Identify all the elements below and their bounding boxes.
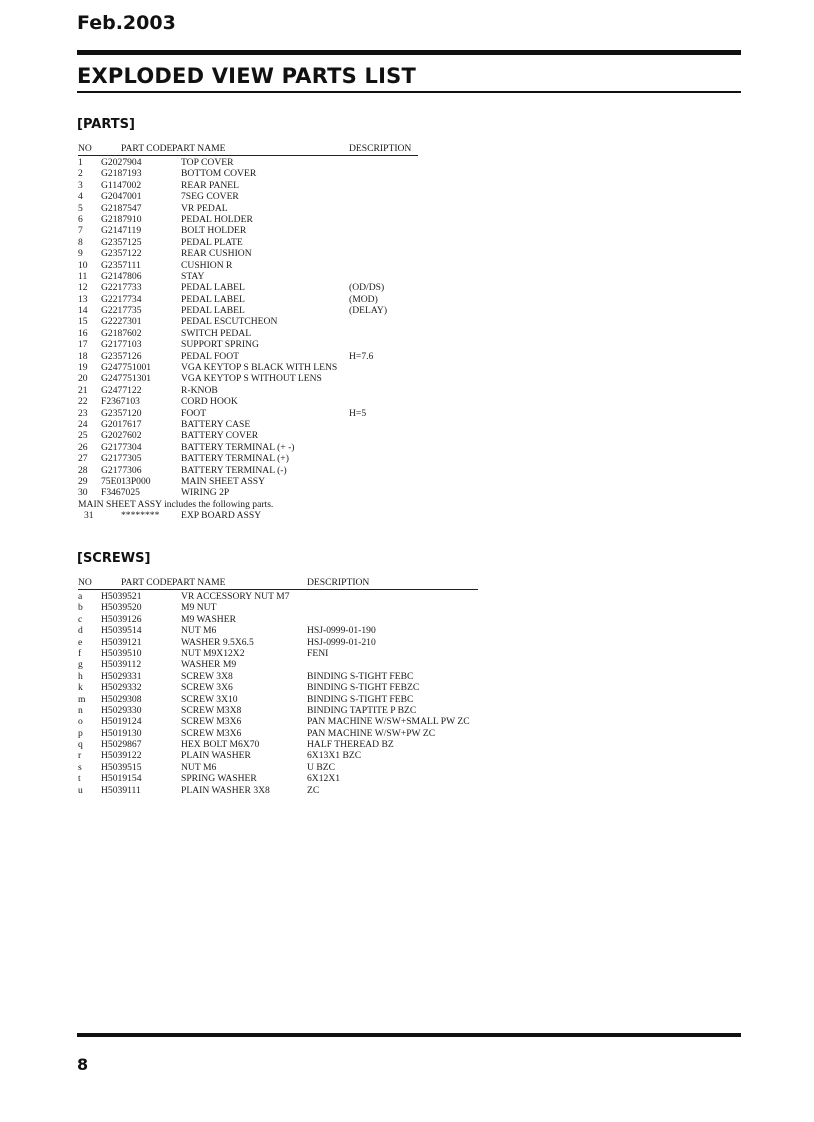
table-row <box>78 180 418 191</box>
table-row <box>78 248 418 259</box>
row-part-name: PEDAL ESCUTCHEON <box>181 316 278 328</box>
row-part-code: H5039520 <box>101 602 142 614</box>
row-no: 2 <box>78 168 83 180</box>
row-description: (DELAY) <box>349 305 388 317</box>
row-no: u <box>78 784 83 796</box>
row-part-name: SCREW 3X10 <box>181 693 238 705</box>
row-part-name: VGA KEYTOP S WITHOUT LENS <box>181 373 322 385</box>
row-no: 21 <box>78 384 88 396</box>
table-row <box>78 408 418 419</box>
screws-heading: [SCREWS] <box>77 551 151 566</box>
row-part-name: PEDAL LABEL <box>181 293 245 305</box>
table-row <box>78 351 418 362</box>
page-number: 8 <box>77 1055 89 1074</box>
row-part-code: G2177305 <box>101 453 142 465</box>
row-part-code: G2047001 <box>101 191 142 203</box>
row-no: m <box>78 693 86 705</box>
row-no: 10 <box>78 259 88 271</box>
row-no: 28 <box>78 464 88 476</box>
row-part-code: G2187547 <box>101 202 142 214</box>
row-part-code: G2187193 <box>101 168 142 180</box>
table-row <box>78 762 478 773</box>
row-description: BINDING S-TIGHT FEBZC <box>307 682 420 694</box>
row-no: p <box>78 727 83 739</box>
row-description: PAN MACHINE W/SW+SMALL PW ZC <box>307 716 470 728</box>
row-part-name: PLAIN WASHER 3X8 <box>181 784 270 796</box>
row-no: r <box>78 750 82 762</box>
table-row <box>78 648 478 659</box>
row-no: 15 <box>78 316 88 328</box>
row-part-code: F2367103 <box>101 396 140 408</box>
table-row <box>78 305 418 316</box>
row-no: 24 <box>78 418 88 430</box>
row-part-name: M9 NUT <box>181 602 217 614</box>
table-row <box>78 487 418 498</box>
row-part-name: REAR CUSHION <box>181 248 252 260</box>
table-row <box>78 237 418 248</box>
row-no: n <box>78 704 83 716</box>
row-part-code: H5039515 <box>101 761 142 773</box>
row-no: 6 <box>78 213 83 225</box>
row-part-name: BATTERY COVER <box>181 430 259 442</box>
table-row <box>78 682 478 693</box>
row-no: o <box>78 716 83 728</box>
table-row <box>78 328 418 339</box>
row-part-code: G2177103 <box>101 339 142 351</box>
row-part-name: EXP BOARD ASSY <box>181 510 262 522</box>
col-description: DESCRIPTION <box>349 143 412 154</box>
row-part-name: CUSHION R <box>181 259 233 271</box>
table-row <box>78 453 418 464</box>
row-part-code: F3467025 <box>101 487 140 499</box>
row-description: ZC <box>307 784 320 796</box>
row-part-name: SCREW M3X8 <box>181 704 242 716</box>
table-row <box>78 591 478 602</box>
row-part-name: PEDAL HOLDER <box>181 213 253 225</box>
table-row <box>78 396 418 407</box>
col-part-name: PART NAME <box>172 143 226 154</box>
table-row <box>78 214 418 225</box>
row-part-code: G1147002 <box>101 179 142 191</box>
row-description: PAN MACHINE W/SW+PW ZC <box>307 727 436 739</box>
row-part-name: SCREW 3X8 <box>181 670 233 682</box>
table-row <box>78 316 418 327</box>
row-description: H=7.6 <box>349 350 374 362</box>
table-row <box>78 442 418 453</box>
row-no: s <box>78 761 82 773</box>
table-row <box>78 773 478 784</box>
row-part-name: PEDAL PLATE <box>181 236 243 248</box>
row-part-code: G2177304 <box>101 441 142 453</box>
row-no: t <box>78 773 81 785</box>
row-no: d <box>78 625 83 637</box>
row-part-name: M9 WASHER <box>181 613 236 625</box>
row-no: a <box>78 591 83 602</box>
row-part-name: VR PEDAL <box>181 202 228 214</box>
row-part-code: G2217733 <box>101 282 142 294</box>
row-description: H=5 <box>349 407 367 419</box>
row-part-code: H5029308 <box>101 693 142 705</box>
row-no: 9 <box>78 248 83 260</box>
row-part-name: SCREW M3X6 <box>181 716 242 728</box>
table-row <box>78 637 478 648</box>
row-part-code: G2147806 <box>101 270 142 282</box>
sub-assembly-row <box>78 510 418 521</box>
row-description: 6X12X1 <box>307 773 341 785</box>
row-part-name: NUT M6 <box>181 761 217 773</box>
row-part-code: G2357122 <box>101 248 142 260</box>
table-row <box>78 203 418 214</box>
row-description: BINDING S-TIGHT FEBC <box>307 693 414 705</box>
row-part-code: G2357120 <box>101 407 142 419</box>
row-part-code: H5039121 <box>101 636 142 648</box>
row-part-name: WASHER 9.5X6.5 <box>181 636 254 648</box>
row-no: 22 <box>78 396 88 408</box>
sub-assembly-note: MAIN SHEET ASSY includes the following parts. <box>78 498 274 510</box>
table-row <box>78 476 418 487</box>
row-part-code: G2187910 <box>101 213 142 225</box>
table-row <box>78 157 418 168</box>
row-part-name: NUT M6 <box>181 625 217 637</box>
row-part-name: WIRING 2P <box>181 487 230 499</box>
row-no: 19 <box>78 362 88 374</box>
col-description: DESCRIPTION <box>307 577 370 588</box>
row-part-name: R-KNOB <box>181 384 218 396</box>
row-description: HALF THEREAD BZ <box>307 739 394 751</box>
row-part-name: TOP COVER <box>181 157 234 168</box>
row-description: HSJ-0999-01-190 <box>307 625 376 637</box>
table-row <box>78 430 418 441</box>
table-row <box>78 373 418 384</box>
document-date: Feb.2003 <box>77 12 176 34</box>
footer-rule <box>77 1033 741 1037</box>
row-part-code: ******** <box>121 510 160 522</box>
col-part-name: PART NAME <box>172 577 226 588</box>
row-part-code: G2187602 <box>101 327 142 339</box>
row-no: 27 <box>78 453 88 465</box>
page-title: EXPLODED VIEW PARTS LIST <box>77 64 416 88</box>
row-part-code: H5029867 <box>101 739 142 751</box>
row-no: 29 <box>78 475 88 487</box>
row-part-name: BATTERY TERMINAL (+) <box>181 453 289 465</box>
row-no: 1 <box>78 157 83 168</box>
row-description: FENI <box>307 647 329 659</box>
row-part-code: H5039126 <box>101 613 142 625</box>
row-no: 12 <box>78 282 88 294</box>
row-no: 30 <box>78 487 88 499</box>
table-row <box>78 294 418 305</box>
table-row <box>78 282 418 293</box>
table-row <box>78 602 478 613</box>
row-no: 5 <box>78 202 83 214</box>
table-row <box>78 225 418 236</box>
header-underline <box>78 155 418 156</box>
row-part-code: G2217735 <box>101 305 142 317</box>
row-part-name: MAIN SHEET ASSY <box>181 475 266 487</box>
col-no: NO <box>78 143 92 154</box>
row-part-name: CORD HOOK <box>181 396 238 408</box>
header-rule <box>77 50 741 55</box>
row-no: h <box>78 670 83 682</box>
row-part-name: SCREW M3X6 <box>181 727 242 739</box>
row-no: f <box>78 647 82 659</box>
row-no: 26 <box>78 441 88 453</box>
row-description: BINDING TAPTITE P BZC <box>307 704 417 716</box>
row-part-code: H5019124 <box>101 716 142 728</box>
row-description: BINDING S-TIGHT FEBC <box>307 670 414 682</box>
parts-heading: [PARTS] <box>77 117 135 132</box>
table-row <box>78 419 418 430</box>
row-part-name: FOOT <box>181 407 207 419</box>
row-part-name: REAR PANEL <box>181 179 240 191</box>
table-row <box>78 659 478 670</box>
row-no: 3 <box>78 179 83 191</box>
row-part-code: H5019130 <box>101 727 142 739</box>
col-no: NO <box>78 577 92 588</box>
row-no: 11 <box>78 270 88 282</box>
col-part-code: PART CODE <box>121 143 173 154</box>
row-part-name: SWITCH PEDAL <box>181 327 252 339</box>
row-part-code: H5039521 <box>101 591 142 602</box>
row-part-name: SUPPORT SPRING <box>181 339 259 351</box>
row-no: 8 <box>78 236 83 248</box>
row-part-code: H5039112 <box>101 659 142 671</box>
row-part-code: H5039111 <box>101 784 141 796</box>
row-part-name: PEDAL LABEL <box>181 282 245 294</box>
col-part-code: PART CODE <box>121 577 173 588</box>
row-no: c <box>78 613 83 625</box>
row-no: 31 <box>84 510 94 522</box>
row-part-code: H5039122 <box>101 750 142 762</box>
row-part-name: PLAIN WASHER <box>181 750 251 762</box>
table-row <box>78 271 418 282</box>
header-underline <box>78 589 478 590</box>
row-part-name: NUT M9X12X2 <box>181 647 245 659</box>
row-no: 17 <box>78 339 88 351</box>
row-no: 20 <box>78 373 88 385</box>
table-row <box>78 694 478 705</box>
table-row <box>78 785 478 796</box>
row-part-code: H5029331 <box>101 670 142 682</box>
row-no: 23 <box>78 407 88 419</box>
row-description: HSJ-0999-01-210 <box>307 636 376 648</box>
row-no: 16 <box>78 327 88 339</box>
row-part-name: BOTTOM COVER <box>181 168 257 180</box>
table-row <box>78 625 478 636</box>
row-description: (OD/DS) <box>349 282 385 294</box>
row-part-name: BATTERY TERMINAL (-) <box>181 464 287 476</box>
row-part-code: H5029330 <box>101 704 142 716</box>
row-description: 6X13X1 BZC <box>307 750 362 762</box>
table-row <box>78 260 418 271</box>
row-part-name: SCREW 3X6 <box>181 682 233 694</box>
row-description: U BZC <box>307 761 335 773</box>
row-no: q <box>78 739 83 751</box>
row-no: 4 <box>78 191 83 203</box>
table-row <box>78 362 418 373</box>
row-part-code: H5039514 <box>101 625 142 637</box>
table-row <box>78 168 418 179</box>
table-row <box>78 716 478 727</box>
table-row <box>78 465 418 476</box>
row-part-name: VGA KEYTOP S BLACK WITH LENS <box>181 362 338 374</box>
row-part-code: G2027904 <box>101 157 142 168</box>
table-row <box>78 728 478 739</box>
screws-header-row <box>78 577 478 589</box>
row-part-name: BATTERY CASE <box>181 418 251 430</box>
row-no: 14 <box>78 305 88 317</box>
row-no: k <box>78 682 83 694</box>
row-part-name: BATTERY TERMINAL (+ -) <box>181 441 295 453</box>
row-part-code: G2357126 <box>101 350 142 362</box>
table-row <box>78 191 418 202</box>
row-part-code: H5019154 <box>101 773 142 785</box>
table-row <box>78 750 478 761</box>
row-description: (MOD) <box>349 293 378 305</box>
row-part-code: G2477122 <box>101 384 142 396</box>
row-no: 18 <box>78 350 88 362</box>
row-part-code: 75E013P000 <box>101 475 151 487</box>
row-part-code: G2357111 <box>101 259 141 271</box>
row-part-code: G2177306 <box>101 464 142 476</box>
row-part-code: H5039510 <box>101 647 142 659</box>
table-row <box>78 339 418 350</box>
row-part-name: SPRING WASHER <box>181 773 257 785</box>
row-no: b <box>78 602 83 614</box>
row-part-name: STAY <box>181 270 205 282</box>
parts-header-row <box>78 143 418 155</box>
row-part-code: G2217734 <box>101 293 142 305</box>
row-part-code: G247751301 <box>101 373 152 385</box>
table-row <box>78 671 478 682</box>
table-row <box>78 385 418 396</box>
row-part-name: WASHER M9 <box>181 659 237 671</box>
screws-table <box>78 577 478 796</box>
row-part-name: PEDAL LABEL <box>181 305 245 317</box>
row-no: 13 <box>78 293 88 305</box>
row-no: e <box>78 636 83 648</box>
row-part-name: 7SEG COVER <box>181 191 239 203</box>
row-no: g <box>78 659 83 671</box>
table-row <box>78 739 478 750</box>
row-no: 7 <box>78 225 83 237</box>
row-part-code: G2147119 <box>101 225 142 237</box>
row-part-code: G2227301 <box>101 316 142 328</box>
parts-rows <box>78 157 418 499</box>
table-row <box>78 705 478 716</box>
row-part-name: VR ACCESSORY NUT M7 <box>181 591 290 602</box>
table-row <box>78 614 478 625</box>
row-part-name: HEX BOLT M6X70 <box>181 739 260 751</box>
row-part-name: BOLT HOLDER <box>181 225 247 237</box>
row-no: 25 <box>78 430 88 442</box>
row-part-code: G2357125 <box>101 236 142 248</box>
parts-table <box>78 143 418 522</box>
row-part-name: PEDAL FOOT <box>181 350 240 362</box>
row-part-code: G2027602 <box>101 430 142 442</box>
title-rule <box>77 91 741 93</box>
row-part-code: G247751001 <box>101 362 152 374</box>
row-part-code: G2017617 <box>101 418 142 430</box>
row-part-code: H5029332 <box>101 682 142 694</box>
screws-rows <box>78 591 478 796</box>
